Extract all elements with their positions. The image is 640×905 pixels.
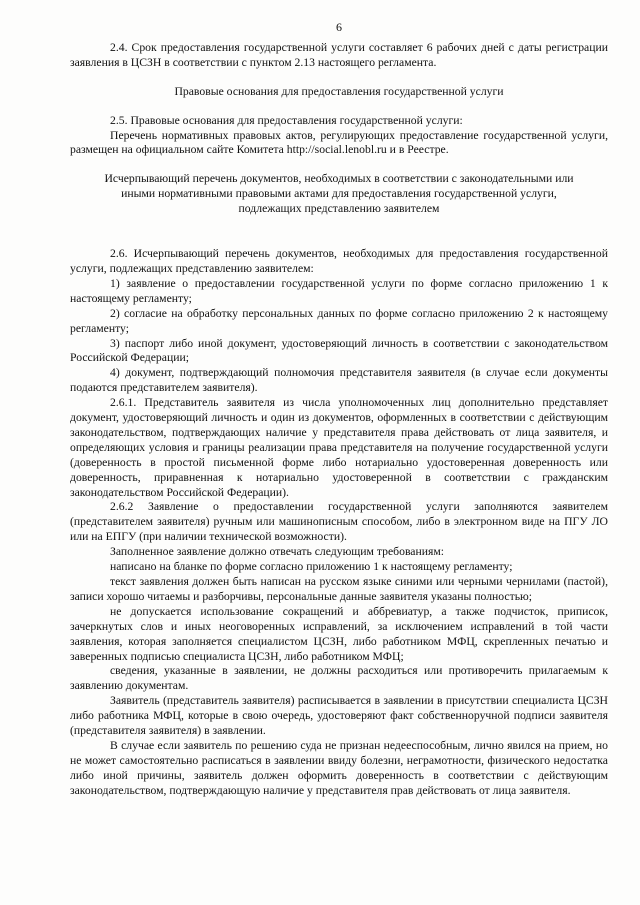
requirement-2: текст заявления должен быть написан на русском языке синими или черными чернилами (пастой), записи хорошо читаемы и разборчивы, персональные данные заявителя указаны полностью; xyxy=(70,575,608,603)
page-number: 6 xyxy=(336,20,342,34)
requirements-intro: Заполненное заявление должно отвечать следующим требованиям: xyxy=(110,545,445,559)
list-item-3: 3) паспорт либо иной документ, удостоверяющий личность в соответствии с законодательством Российской Федерации; xyxy=(70,336,608,365)
heading-documents-list: Исчерпывающий перечень документов, необходимых в соответствии с законодательными или иными нормативными правовыми актами для предоставления государственной услуги, подлежащих представлению заявителем xyxy=(104,172,574,216)
requirement-3: не допускается использование сокращений и аббревиатур, а также подчисток, приписок, зачеркнутых слов и иных неоговоренных исправлений, за исключением исправлений в той части заявления, которая заполняется специалистом ЦСЗН, либо работником МФЦ, скрепленных печатью и заверенных подписью специалиста ЦСЗН, либо работником МФЦ; xyxy=(70,604,608,663)
list-item-2: 2) согласие на обработку персональных данных по форме согласно приложению 2 к настоящему регламенту; xyxy=(70,306,608,335)
paragraph-incapable: В случае если заявитель по решению суда не признан недееспособным, лично явился на прием, но не может самостоятельно расписаться в заявлении ввиду болезни, неграмотности, физического недостатка либо иной причины, заявитель должен оформить доверенность в соответствии с действующим законодательством, подтверждающую наличие у представителя прав действовать от лица заявителя. xyxy=(70,738,608,797)
requirement-1: написано на бланке по форме согласно приложению 1 к настоящему регламенту; xyxy=(110,560,513,574)
list-item-4: 4) документ, подтверждающий полномочия представителя заявителя (в случае если документы подаются представителем заявителя). xyxy=(70,366,608,395)
paragraph-2-5-text: Перечень нормативных правовых актов, регулирующих предоставление государственной услуги, размещен на официальном сайте Комитета http://social.lenobl.ru и в Реестре. xyxy=(70,128,608,157)
requirement-4: сведения, указанные в заявлении, не должны расходиться или противоречить прилагаемым к заявлению документам. xyxy=(70,664,608,693)
heading-legal-basis: Правовые основания для предоставления государственной услуги xyxy=(174,84,504,98)
paragraph-2-6: 2.6. Исчерпывающий перечень документов, необходимых для предоставления государственной услуги, подлежащих представлению заявителем: xyxy=(70,247,608,275)
paragraph-signature: Заявитель (представитель заявителя) расписывается в заявлении в присутствии специалиста ЦСЗН либо работника МФЦ, которые в свою очередь, удостоверяют факт собственноручной подписи заявителя (представителя заявителя) в заявлении. xyxy=(70,694,608,738)
page-content xyxy=(70,20,608,799)
paragraph-2-4: 2.4. Срок предоставления государственной услуги составляет 6 рабочих дней с даты регистрации заявления в ЦСЗН в соответствии с пунктом 2.13 настоящего регламента. xyxy=(70,40,608,69)
list-item-1: 1) заявление о предоставлении государственной услуги по форме согласно приложению 1 к настоящему регламенту; xyxy=(70,276,608,305)
paragraph-2-6-1: 2.6.1. Представитель заявителя из числа уполномоченных лиц дополнительно представляет документ, удостоверяющий личность и один из документов, оформленных в соответствии с действующим законодательством, подтверждающих наличие у представителя права действовать от лица заявителя, и определяющих условия и границы реализации права представителя на получение государственной услуги (доверенность в простой письменной форме либо нотариально удостоверенная доверенность или доверенность, приравненная к нотариально удостоверенной в соответствии с гражданским законодательством Российской Федерации). xyxy=(70,396,608,499)
paragraph-2-6-2: 2.6.2 Заявление о предоставлении государственной услуги заполняются заявителем (представителем заявителя) ручным или машинописным способом, либо в электронном виде на ПГУ ЛО или на ЕПГУ (при наличии технической возможности). xyxy=(70,500,608,544)
paragraph-2-5: 2.5. Правовые основания для предоставления государственной услуги: xyxy=(110,113,463,127)
